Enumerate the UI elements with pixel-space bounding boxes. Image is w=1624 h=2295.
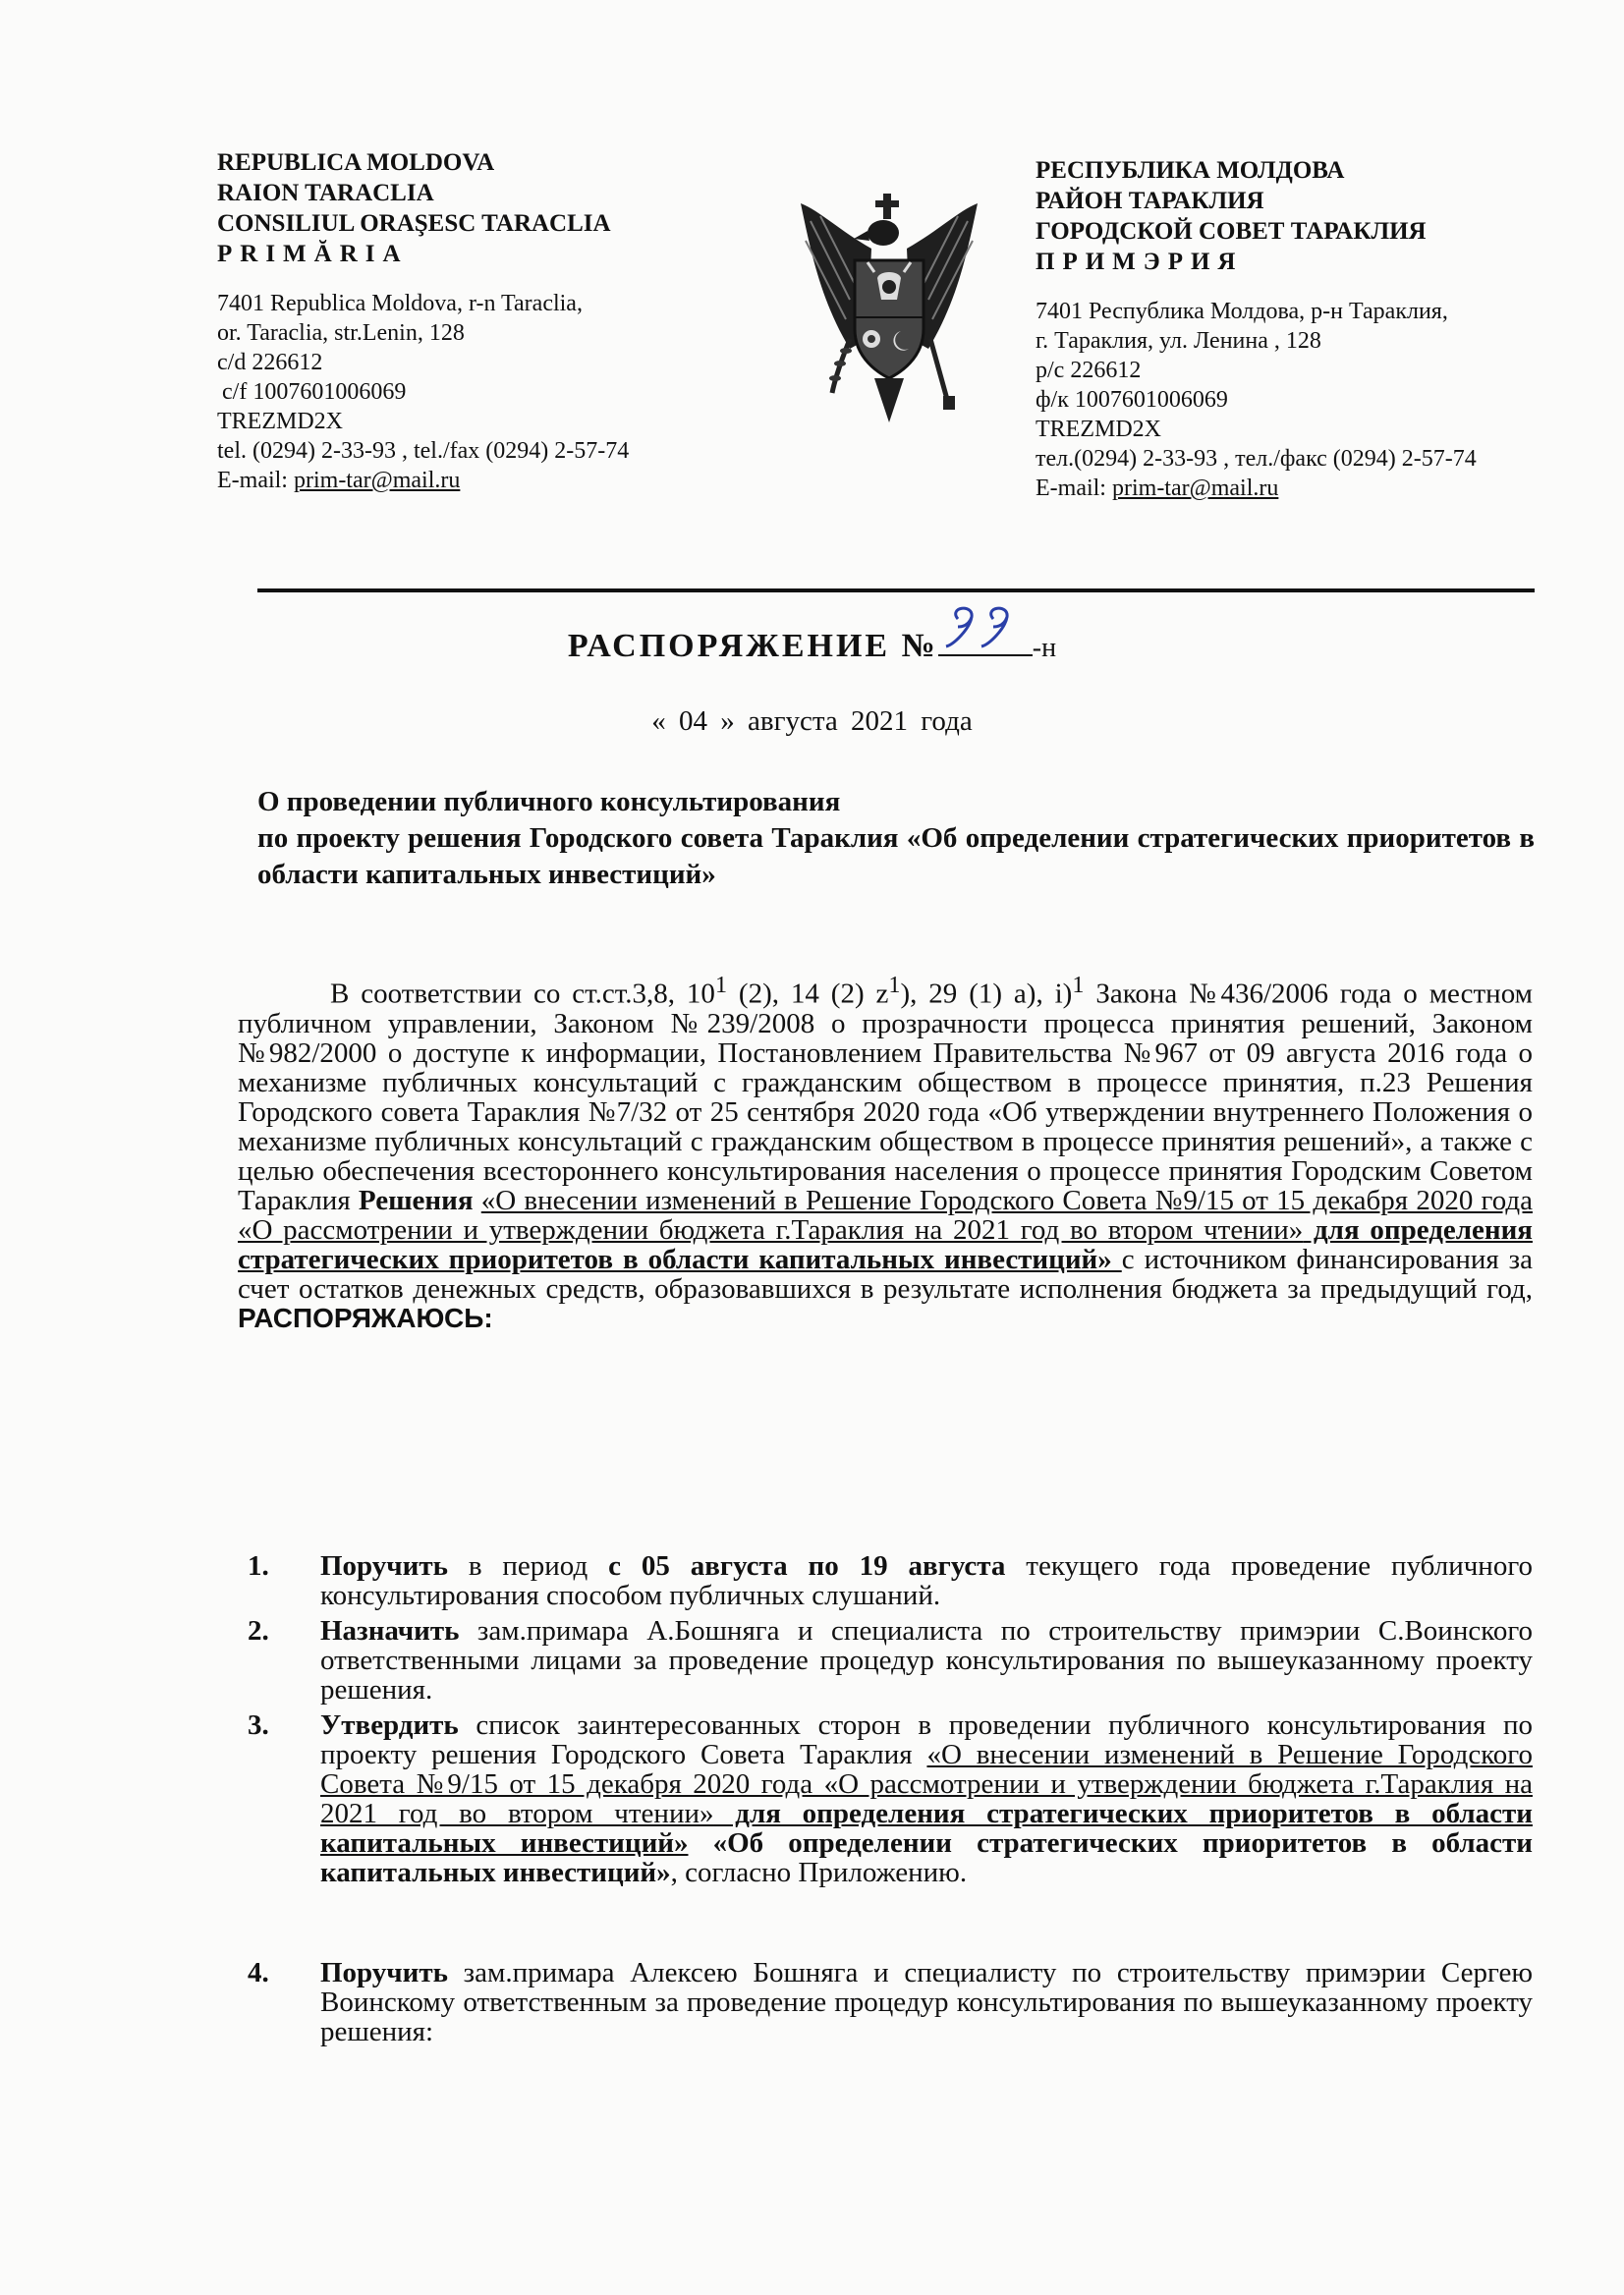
preamble-sup-3: 1: [1072, 972, 1085, 998]
preamble-purpose: для определения стратегических приоритетов в области капитальных инвестиций»: [238, 1213, 1533, 1275]
item-verb: Поручить: [320, 1550, 448, 1582]
item-text-part: зам.примара Алексею Бошняга и специалисту по строительству примэрии Сергею Воинскому ответственным за проведение процедур консультирования по вышеуказанному проекту решения:: [320, 1957, 1533, 2047]
item-text-part: зам.примара А.Бошняга и специалиста по строительству примэрии С.Воинского ответственными лицами за проведение процедур консультирования по вышеуказанному проекту решения.: [320, 1615, 1533, 1706]
preamble-sup-1: 1: [714, 972, 728, 998]
header-russian: [1036, 155, 1556, 503]
preamble-space: [474, 1185, 481, 1216]
header-ro-cf: c/f 1007601006069: [222, 379, 407, 405]
item-text: [320, 1958, 1533, 2046]
preamble-sup-2: 1: [888, 972, 901, 998]
document-subject: [257, 784, 1535, 893]
header-ru-council: ГОРОДСКОЙ СОВЕТ ТАРАКЛИЯ: [1036, 218, 1427, 245]
preamble-paragraph: [238, 971, 1533, 1333]
header-ro-email-link[interactable]: prim-tar@mail.ru: [293, 468, 461, 493]
header-ro-country: REPUBLICA MOLDOVA: [217, 149, 495, 176]
header-divider: [257, 588, 1535, 592]
header-ro-council: CONSILIUL ORAŞESC TARACLIA: [217, 210, 611, 237]
header-ru-tel: тел.(0294) 2-33-93 , тел./факс (0294) 2-57-74: [1036, 446, 1477, 472]
header-ro-tel: tel. (0294) 2-33-93 , tel./fax (0294) 2-57-74: [217, 438, 630, 464]
subject-line2: по проекту решения Городского совета Тараклия «Об определении стратегических приоритетов в области капитальных инвестиций»: [257, 822, 1535, 890]
item-decision-title: «О внесении изменений в Решение Городского Совета №9/15 от 15 декабря 2020 года «О рассмотрении и утверждении бюджета г.Тараклия на 2021 год во втором чтении»: [320, 1739, 1533, 1829]
item-number: 2.: [248, 1615, 269, 1647]
title-label: РАСПОРЯЖЕНИЕ №: [567, 628, 938, 664]
item-text-part: список заинтересованных сторон в проведении публичного консультирования по проекту решения Городского Совета Тараклия: [320, 1709, 1533, 1770]
item-number: 3.: [248, 1709, 269, 1741]
item-number: 1.: [248, 1550, 269, 1582]
header-ro-cd: c/d 226612: [217, 350, 323, 375]
header-ro-address2: or. Taraclia, str.Lenin, 128: [217, 320, 465, 346]
header-ro-address-block: [217, 289, 728, 495]
header-ru-rs: р/с 226612: [1036, 358, 1142, 383]
coat-of-arms-icon: [781, 192, 997, 442]
header-ro-bank: TREZMD2X: [217, 409, 343, 434]
header-ru-district: РАЙОН ТАРАКЛИЯ: [1036, 188, 1264, 214]
order-number-field: [938, 625, 1033, 656]
header-ru-bank: TREZMD2X: [1036, 417, 1161, 442]
item-period: с 05 августа по 19 августа: [608, 1550, 1006, 1582]
item-text-part: , согласно Приложению.: [670, 1857, 968, 1888]
order-keyword: РАСПОРЯЖАЮСЬ:: [238, 1302, 493, 1333]
subject-line1: О проведении публичного консультирования: [257, 786, 841, 817]
header-ro-district: RAION TARACLIA: [217, 180, 434, 206]
item-number: 4.: [248, 1957, 269, 1988]
header-ru-address-block: [1036, 297, 1556, 503]
preamble-part-d: Закона №436/2006 года о местном публичном управлении, Законом №239/2008 о прозрачности процесса принятия решений, Законом №982/2000 о доступе к информации, Постановлением Правительства №967 от 09 августа 2016 года о механизме публичных консультаций с гражданским обществом в процессе принятия, п.23 Решения Городского совета Тараклия №7/32 от 25 сентября 2020 года «Об утверждении внутреннего Положения о механизме публичных консультаций с гражданским обществом в процессе принятия решений», а также с целью обеспечения всестороннего консультирования населения о процессе принятия Городским Советом Тараклия: [238, 978, 1533, 1216]
preamble-part-a: В соответствии со ст.ст.3,8, 10: [330, 978, 715, 1010]
preamble-text: [238, 971, 1533, 1333]
preamble-decision-word: Решения: [358, 1184, 474, 1216]
header-romanian: [217, 147, 728, 495]
document-date: « 04 » августа 2021 года: [651, 705, 973, 737]
header-ru-country: РЕСПУБЛИКА МОЛДОВА: [1036, 157, 1345, 184]
item-verb: Назначить: [320, 1615, 460, 1647]
header-ru-mayoralty: ПРИМЭРИЯ: [1036, 249, 1244, 275]
header-ru-address2: г. Тараклия, ул. Ленина , 128: [1036, 328, 1321, 354]
item-project-title: «Об определении стратегических приоритетов в области капитальных инвестиций»: [320, 1827, 1533, 1888]
header-ru-email-label: E-mail:: [1036, 476, 1112, 501]
item-text: [320, 1710, 1533, 1887]
title-suffix: -н: [1032, 633, 1057, 663]
header-ro-email-line: [217, 466, 728, 495]
item-text: [320, 1551, 1533, 1610]
header-ro-email-label: E-mail:: [217, 468, 294, 493]
item-text: [320, 1616, 1533, 1705]
document-title: [0, 625, 1624, 665]
item-text-part: текущего года проведение публичного консультирования способом публичных слушаний.: [320, 1550, 1533, 1611]
header-ru-email-link[interactable]: prim-tar@mail.ru: [1111, 476, 1279, 501]
preamble-decision-title: «О внесении изменений в Решение Городского Совета №9/15 от 15 декабря 2020 года «О рассмотрении и утверждении бюджета г.Тараклия на 2021 год во втором чтении»: [238, 1184, 1533, 1246]
header-ro-mayoralty: PRIMĂRIA: [217, 241, 409, 267]
item-text-part: в период: [447, 1550, 609, 1582]
item-purpose: для определения стратегических приоритетов в области капитальных инвестиций»: [320, 1798, 1533, 1859]
header-ro-address1: 7401 Republica Moldova, r-n Taraclia,: [217, 291, 583, 316]
preamble-part-c: ), 29 (1) а), i): [900, 978, 1073, 1010]
item-verb: Утвердить: [320, 1709, 459, 1741]
header-ru-address1: 7401 Республика Молдова, р-н Тараклия,: [1036, 299, 1448, 324]
item-verb: Поручить: [320, 1957, 448, 1988]
handwritten-number-icon: [940, 599, 1029, 648]
header-ru-fk: ф/к 1007601006069: [1036, 387, 1228, 413]
preamble-part-e: с источником финансирования за счет остатков денежных средств, образовавшихся в результате исполнения бюджета за предыдущий год,: [238, 1243, 1533, 1305]
preamble-part-b: (2), 14 (2) z: [727, 978, 889, 1010]
header-ru-email-line: [1036, 474, 1556, 503]
